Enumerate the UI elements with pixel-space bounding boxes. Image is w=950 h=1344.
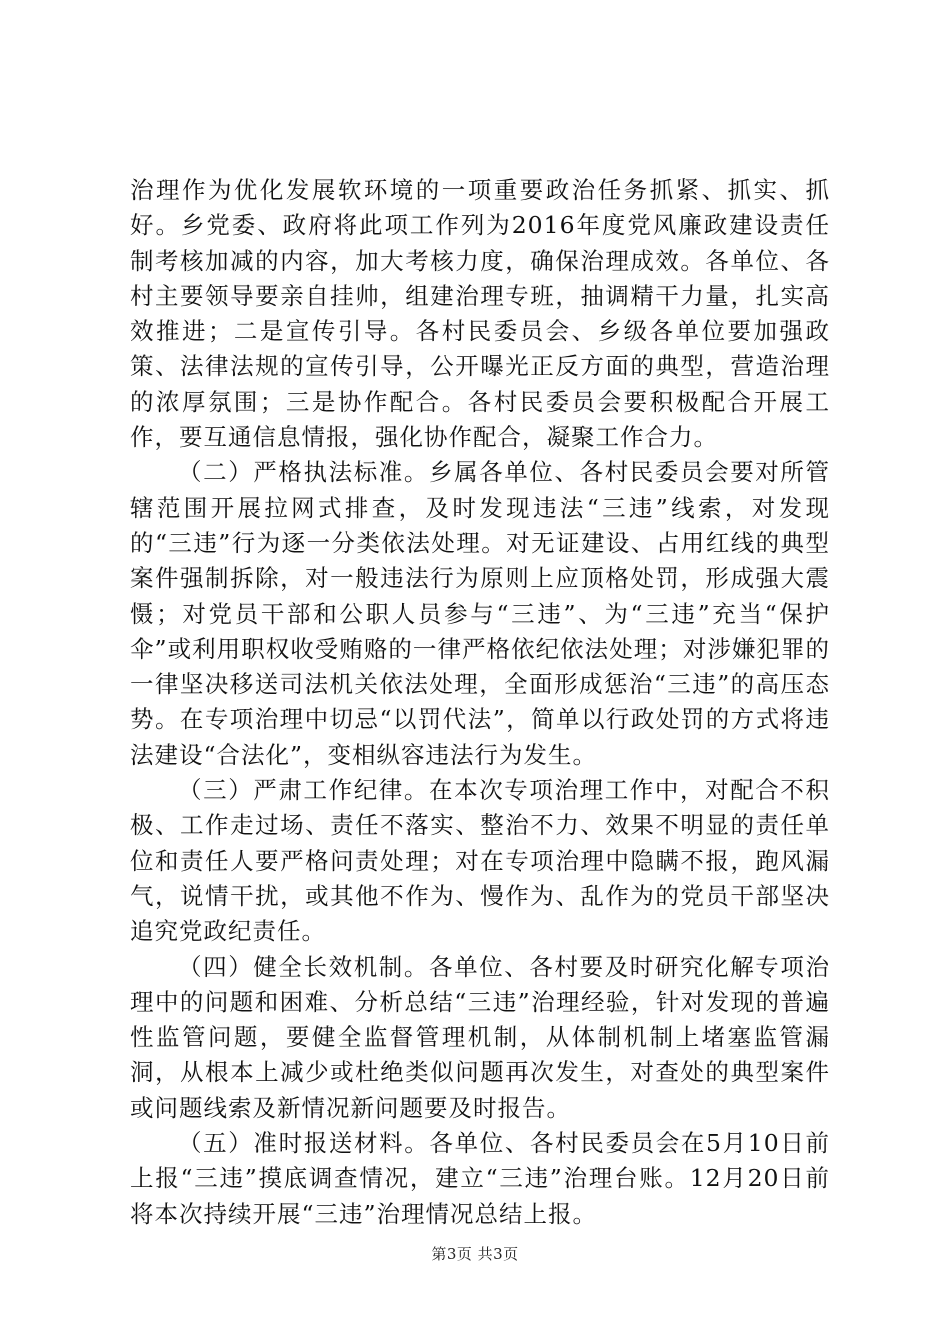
paragraph-continuation: 治理作为优化发展软环境的一项重要政治任务抓紧、抓实、抓好。乡党委、政府将此项工作列为2016年度党风廉政建设责任制考核加减的内容，加大考核力度，确保治理成效。各单位、各村主要领导要亲自挂帅，组建治理专班，抽调精干力量，扎实高效推进；二是宣传引导。各村民委员会、乡级各单位要加强政策、法律法规的宣传引导，公开曝光正反方面的典型，营造治理的浓厚氛围；三是协作配合。各村民委员会要积极配合开展工作，要互通信息情报，强化协作配合，凝聚工作合力。 [130,176,830,452]
paragraph-work-discipline: （三）严肃工作纪律。在本次专项治理工作中，对配合不积极、工作走过场、责任不落实、整治不力、效果不明显的责任单位和责任人要严格问责处理；对在专项治理中隐瞒不报，跑风漏气，说情干扰，或其他不作为、慢作为、乱作为的党员干部坚决追究党政纪责任。 [130,776,830,946]
paragraph-submit-materials: （五）准时报送材料。各单位、各村民委员会在5月10日前上报“三违”摸底调查情况，建立“三违”治理台账。12月20日前将本次持续开展“三违”治理情况总结上报。 [130,1129,830,1228]
paragraph-enforcement-standards: （二）严格执法标准。乡属各单位、各村民委员会要对所管辖范围开展拉网式排查，及时发现违法“三违”线索，对发现的“三违”行为逐一分类依法处理。对无证建设、占用红线的典型案件强制拆除，对一般违法行为原则上应顶格处罚，形成强大震慑；对党员干部和公职人员参与“三违”、为“三违”充当“保护伞”或利用职权收受贿赂的一律严格依纪依法处理；对涉嫌犯罪的一律坚决移送司法机关依法处理，全面形成惩治“三违”的高压态势。在专项治理中切忌“以罚代法”，简单以行政处罚的方式将违法建设“合法化”，变相纵容违法行为发生。 [130,458,830,769]
paragraph-long-term-mechanism: （四）健全长效机制。各单位、各村要及时研究化解专项治理中的问题和困难、分析总结“三违”治理经验，针对发现的普遍性监管问题，要健全监督管理机制，从体制机制上堵塞监管漏洞，从根本上减少或杜绝类似问题再次发生，对查处的典型案件或问题线索及新情况新问题要及时报告。 [130,952,830,1122]
page-footer: 第3页 共3页 [431,1245,519,1263]
document-body [130,173,830,1232]
